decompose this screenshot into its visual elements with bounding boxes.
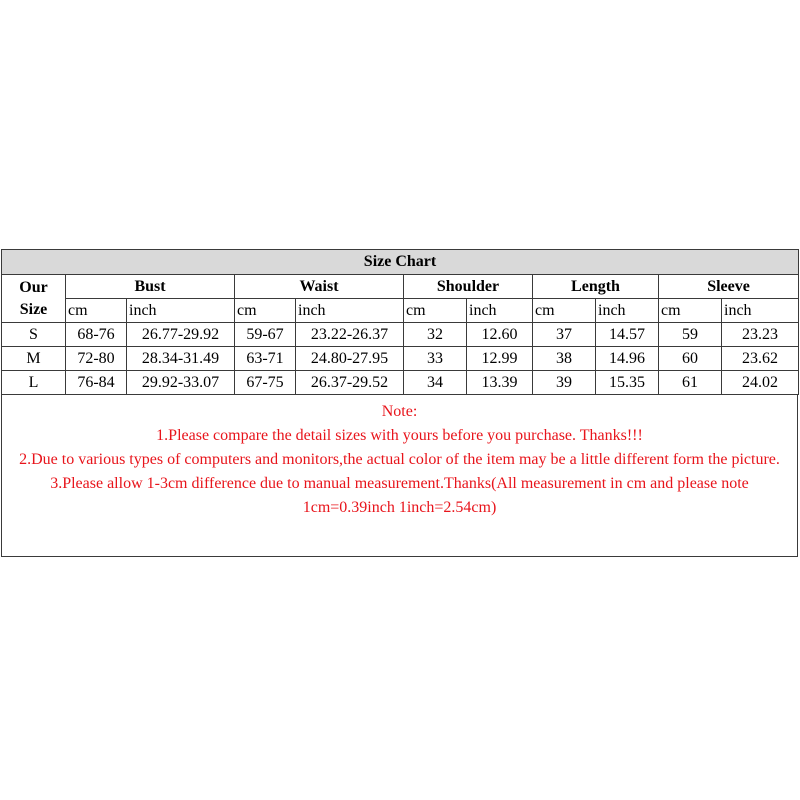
table-cell: 59-67 xyxy=(235,323,296,347)
table-cell: 39 xyxy=(533,371,596,395)
table-cell: 67-75 xyxy=(235,371,296,395)
table-title: Size Chart xyxy=(2,250,799,275)
table-cell: 60 xyxy=(659,347,722,371)
size-table xyxy=(1,249,799,395)
note-heading: Note: xyxy=(381,403,418,420)
note-item-3: 3.Please allow 1-3cm difference due to manual measurement.Thanks(All measurement in cm and please note 1cm=0.39inch 1inch=2.54cm) xyxy=(50,475,749,516)
table-cell: 61 xyxy=(659,371,722,395)
size-cell: M xyxy=(2,347,66,371)
group-header-waist: Waist xyxy=(235,275,404,299)
table-cell: 23.23 xyxy=(722,323,799,347)
table-cell: 24.02 xyxy=(722,371,799,395)
table-cell: 23.22-26.37 xyxy=(296,323,404,347)
table-cell: 12.60 xyxy=(467,323,533,347)
size-cell: L xyxy=(2,371,66,395)
table-row xyxy=(2,371,799,395)
size-column-header xyxy=(2,275,66,323)
unit-header: cm xyxy=(235,299,296,323)
table-cell: 24.80-27.95 xyxy=(296,347,404,371)
group-header-length: Length xyxy=(533,275,659,299)
group-header-shoulder: Shoulder xyxy=(404,275,533,299)
unit-header: cm xyxy=(533,299,596,323)
table-cell: 14.96 xyxy=(596,347,659,371)
size-cell: S xyxy=(2,323,66,347)
size-chart xyxy=(1,249,798,557)
table-cell: 29.92-33.07 xyxy=(127,371,235,395)
group-header-row xyxy=(2,275,799,299)
table-cell: 59 xyxy=(659,323,722,347)
table-cell: 38 xyxy=(533,347,596,371)
unit-header: inch xyxy=(467,299,533,323)
table-cell: 26.37-29.52 xyxy=(296,371,404,395)
group-header-bust: Bust xyxy=(66,275,235,299)
table-cell: 13.39 xyxy=(467,371,533,395)
unit-header-row xyxy=(2,299,799,323)
table-row xyxy=(2,323,799,347)
unit-header: inch xyxy=(596,299,659,323)
table-cell: 14.57 xyxy=(596,323,659,347)
table-cell: 23.62 xyxy=(722,347,799,371)
title-row xyxy=(2,250,799,275)
unit-header: inch xyxy=(296,299,404,323)
size-header-line2: Size xyxy=(19,300,48,318)
table-cell: 72-80 xyxy=(66,347,127,371)
group-header-sleeve: Sleeve xyxy=(659,275,799,299)
table-cell: 68-76 xyxy=(66,323,127,347)
table-cell: 12.99 xyxy=(467,347,533,371)
table-cell: 32 xyxy=(404,323,467,347)
table-row xyxy=(2,347,799,371)
table-cell: 34 xyxy=(404,371,467,395)
note-item-1: 1.Please compare the detail sizes with yours before you purchase. Thanks!!! xyxy=(156,427,643,444)
table-cell: 37 xyxy=(533,323,596,347)
table-cell: 28.34-31.49 xyxy=(127,347,235,371)
notes-box xyxy=(1,395,798,557)
unit-header: inch xyxy=(127,299,235,323)
unit-header: inch xyxy=(722,299,799,323)
table-cell: 63-71 xyxy=(235,347,296,371)
table-cell: 15.35 xyxy=(596,371,659,395)
table-cell: 33 xyxy=(404,347,467,371)
size-header-line1: Our xyxy=(19,278,48,296)
table-cell: 26.77-29.92 xyxy=(127,323,235,347)
unit-header: cm xyxy=(404,299,467,323)
table-cell: 76-84 xyxy=(66,371,127,395)
unit-header: cm xyxy=(659,299,722,323)
unit-header: cm xyxy=(66,299,127,323)
note-item-2: 2.Due to various types of computers and monitors,the actual color of the item may be a little different form the picture. xyxy=(19,451,780,468)
